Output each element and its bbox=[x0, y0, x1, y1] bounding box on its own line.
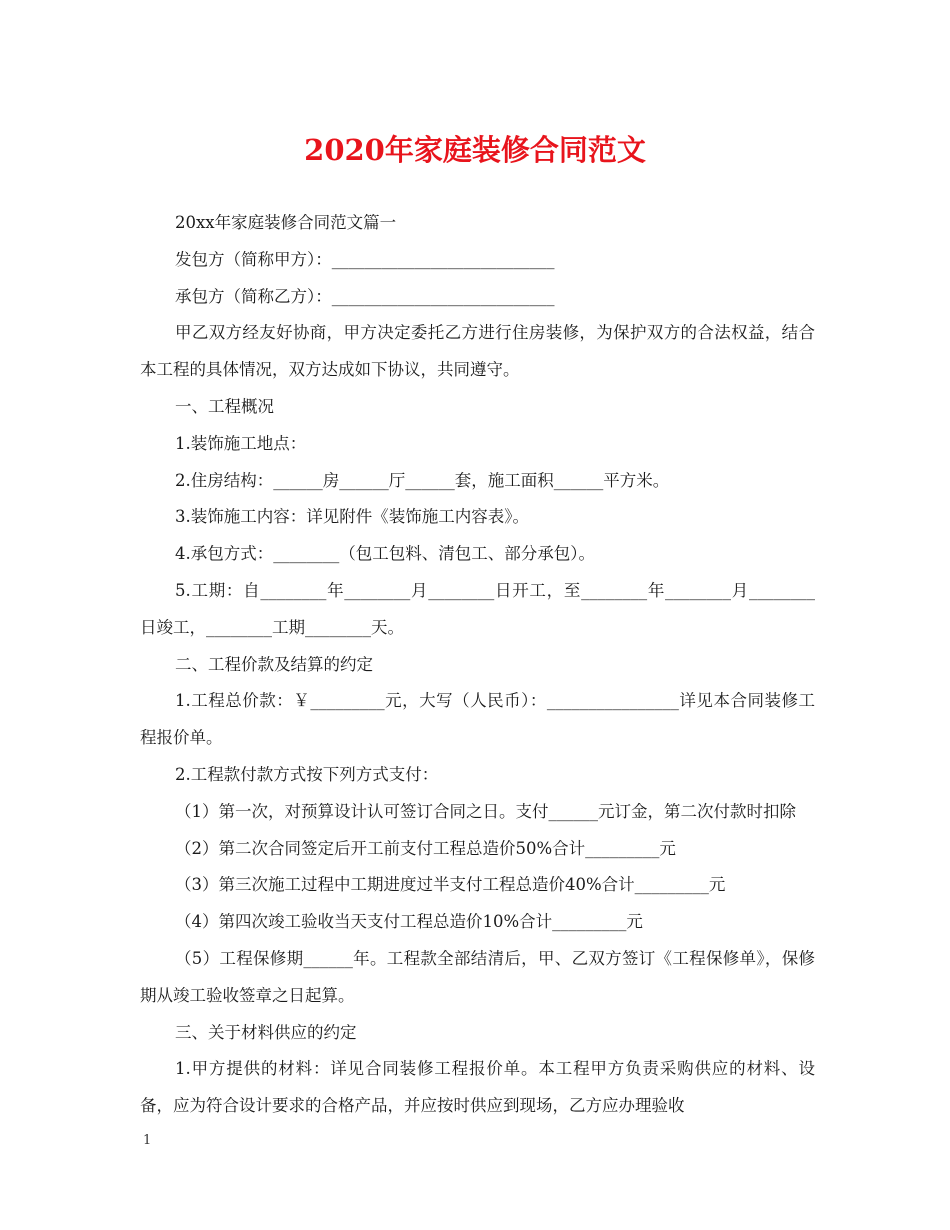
paragraph-party-b: 承包方（简称乙方）：___________________________ bbox=[175, 286, 555, 306]
paragraph-payment-3: （3）第三次施工过程中工期进度过半支付工程总造价40%合计_________元 bbox=[175, 875, 726, 895]
paragraph-preamble: 甲乙双方经友好协商，甲方决定委托乙方进行住房装修，为保护双方的合法权益，结合本工程的具体情况，双方达成如下协议，共同遵守。 bbox=[140, 323, 815, 380]
paragraph-payment-2: （2）第二次合同签定后开工前支付工程总造价50%合计_________元 bbox=[175, 838, 676, 858]
paragraph-party-a: 发包方（简称甲方）：___________________________ bbox=[175, 249, 555, 269]
section-heading-overview: 一、工程概况 bbox=[175, 396, 274, 416]
paragraph-payment-method: 2.工程款付款方式按下列方式支付： bbox=[175, 764, 439, 784]
paragraph-work-content: 3.装饰施工内容：详见附件《装饰施工内容表》。 bbox=[175, 507, 529, 527]
paragraph-site-location: 1.装饰施工地点： bbox=[175, 433, 307, 453]
page-number: 1 bbox=[143, 1133, 152, 1148]
paragraph-house-structure: 2.住房结构：______房______厅______套，施工面积______平方米。 bbox=[175, 470, 670, 490]
section-heading-materials: 三、关于材料供应的约定 bbox=[175, 1022, 357, 1042]
paragraph-duration: 5.工期：自________年________月________日开工，至________年________月________日竣工，________工期________天。 bbox=[140, 580, 815, 637]
paragraph-heading-article-1: 20xx年家庭装修合同范文篇一 bbox=[175, 213, 397, 232]
document-body bbox=[140, 205, 815, 1125]
paragraph-materials-party-a: 1.甲方提供的材料：详见合同装修工程报价单。本工程甲方负责采购供应的材料、设备，应为符合设计要求的合格产品，并应按时供应到现场，乙方应办理验收 bbox=[140, 1059, 815, 1116]
paragraph-payment-1: （1）第一次，对预算设计认可签订合同之日。支付______元订金，第二次付款时扣除 bbox=[175, 801, 796, 821]
paragraph-payment-4: （4）第四次竣工验收当天支付工程总造价10%合计_________元 bbox=[175, 912, 643, 932]
document-title: 2020年家庭装修合同范文 bbox=[304, 133, 646, 167]
paragraph-total-price: 1.工程总价款：￥_________元，大写（人民币）：________________详见本合同装修工程报价单。 bbox=[140, 691, 815, 748]
section-heading-price: 二、工程价款及结算的约定 bbox=[175, 654, 373, 674]
paragraph-contract-type: 4.承包方式：________（包工包料、清包工、部分承包）。 bbox=[175, 544, 595, 564]
paragraph-warranty: （5）工程保修期______年。工程款全部结清后，甲、乙双方签订《工程保修单》，保修期从竣工验收签章之日起算。 bbox=[140, 948, 815, 1005]
